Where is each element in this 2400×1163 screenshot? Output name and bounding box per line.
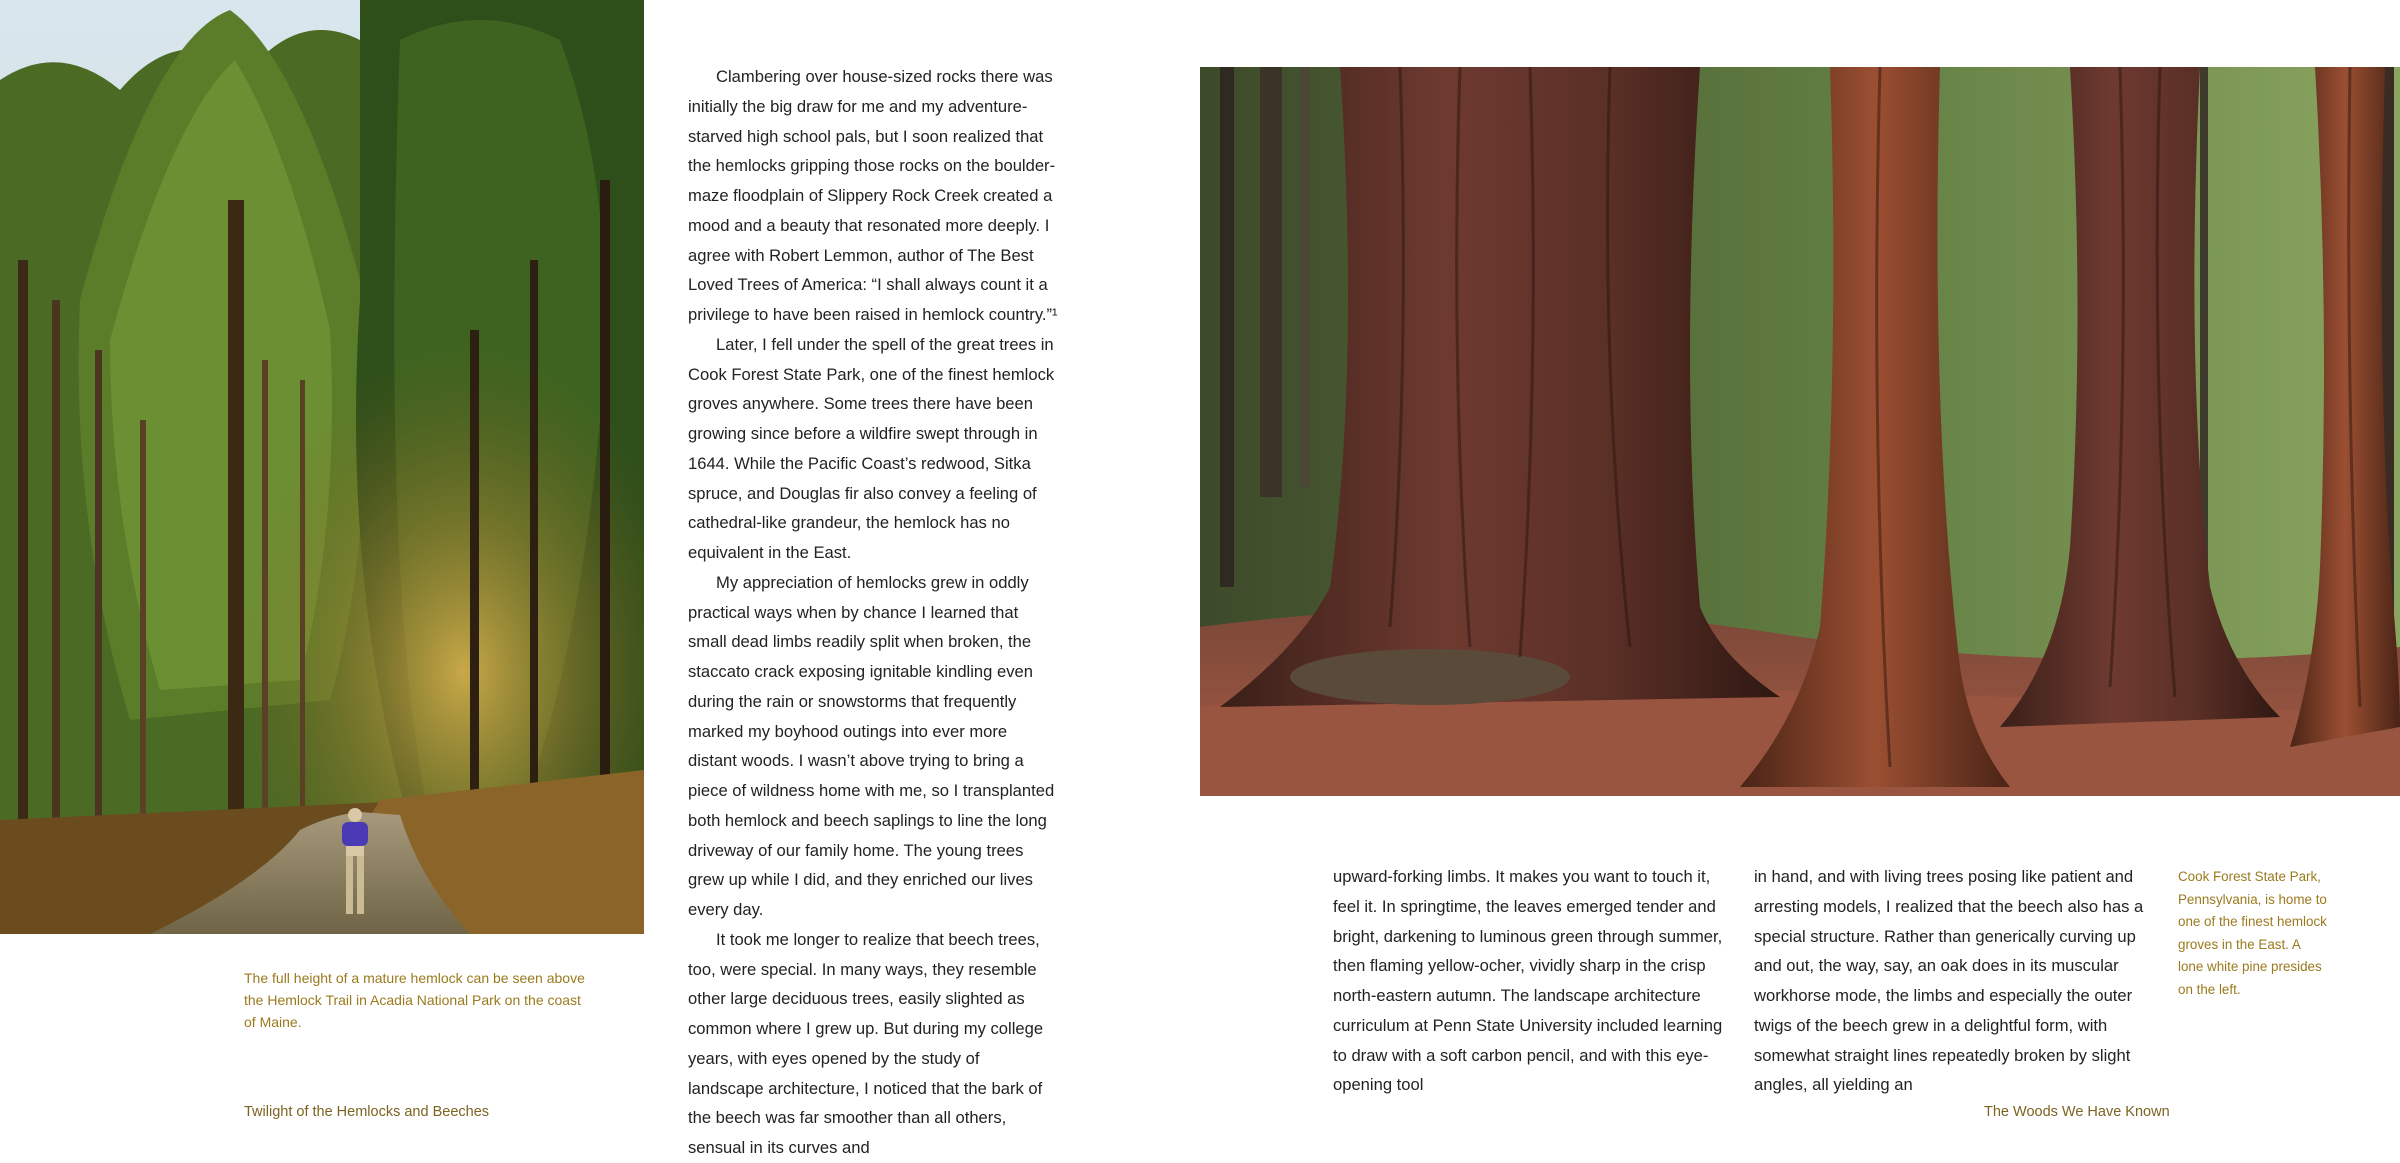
paragraph-appreciation: My appreciation of hemlocks grew in oddly practical ways when by chance I learned that small dead limbs readily split when broken, the staccato crack exposing ignitable kindling even during the rain or snowstorms that frequently marked my boyhood outings into ever more distant woods. I wasn’t above trying to bring a piece of wildness home with me, so I transplanted both hemlock and beech saplings to line the long driveway of our family home. The young trees grew up while I did, and they enriched our lives every day. — [688, 572, 1055, 919]
paragraph-beech: It took me longer to realize that beech trees, too, were special. In many ways, they resemble other large deciduous trees, easily slighted as common where I grew up. But during my college years, with eyes opened by the study of landscape architecture, I noticed that the bark of the beech was far smoother than all others, sensual in its curves and — [688, 929, 1044, 1157]
paragraph-rocks: Clambering over house-sized rocks there was initially the big draw for me and my adventure-starved high school pals, but I soon realized that the hemlocks gripping those rocks on the boulder-maze floodplain of Slippery Rock Creek created a mood and a beauty that resonated more deeply. I agree with Robert Lemmon, author of The Best Loved Trees of America: “I shall always count it a privilege to have been raised in hemlock country.”¹ — [688, 67, 1058, 324]
right-page-column-1 — [1333, 862, 1725, 1100]
paragraph-in-hand: in hand, and with living trees posing like patient and arresting models, I realized that the beech also has a special structure. Rather than generically curving up and out, the way, say, an oak does in its muscular workhorse mode, the limbs and especially the outer twigs of the beech grew in a delightful form, with somewhat straight lines repeatedly broken by slight angles, all yielding an — [1754, 867, 2144, 1095]
left-photo-caption: The full height of a mature hemlock can be seen above the Hemlock Trail in Acadia National Park on the coast of Maine. — [244, 970, 585, 1030]
running-head-right: The Woods We Have Known — [1984, 1104, 2170, 1120]
cook-forest-photo — [1200, 67, 2400, 796]
right-page-column-2 — [1754, 862, 2146, 1100]
paragraph-upward-forking: upward-forking limbs. It makes you want to touch it, feel it. In springtime, the leaves emerged tender and bright, darkening to luminous green through summer, then flaming yellow-ocher, vividly sharp in the crisp north-eastern autumn. The landscape architecture curriculum at Penn State University included learning to draw with a soft carbon pencil, and with this eye-opening tool — [1333, 867, 1723, 1095]
running-head-left: Twilight of the Hemlocks and Beeches — [244, 1104, 490, 1120]
left-page-body — [688, 62, 1058, 1163]
hemlock-trail-photo — [0, 0, 644, 934]
right-photo-caption: Cook Forest State Park, Pennsylvania, is home to one of the finest hemlock groves in the East. A lone white pine presides on the left. — [2178, 869, 2327, 997]
paragraph-cook-forest: Later, I fell under the spell of the great trees in Cook Forest State Park, one of the finest hemlock groves anywhere. Some trees there have been growing since before a wildfire swept through in 1644. While the Pacific Coast’s redwood, Sitka spruce, and Douglas fir also convey a feeling of cathedral-like grandeur, the hemlock has no equivalent in the East. — [688, 334, 1055, 562]
